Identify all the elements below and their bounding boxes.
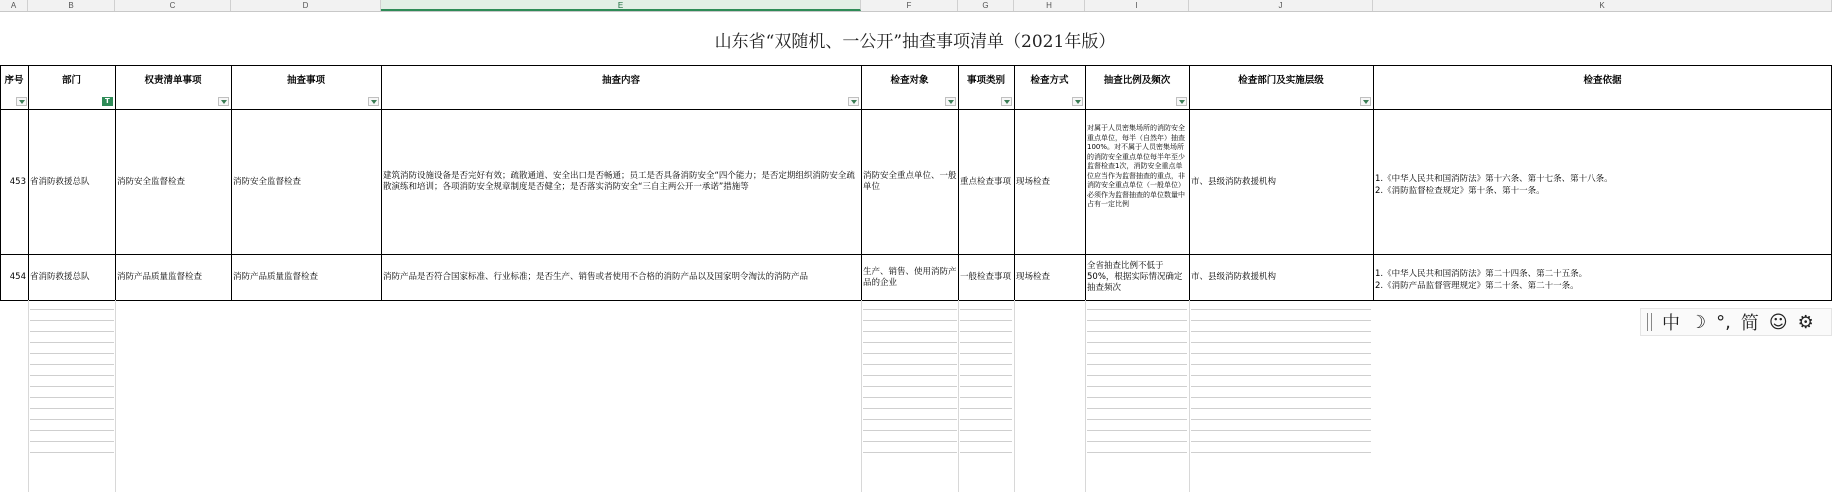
header-power-item: 权责清单事项 xyxy=(144,75,202,86)
header-basis: 检查依据 xyxy=(1583,75,1622,86)
empty-row-line xyxy=(1087,364,1187,365)
faint-col-border xyxy=(115,300,116,492)
empty-row-line xyxy=(960,375,1012,376)
empty-row-line xyxy=(960,342,1012,343)
empty-row-line xyxy=(863,375,957,376)
row-453-content[interactable]: 建筑消防设施设备是否完好有效；疏散通道、安全出口是否畅通；员工是否具备消防安全“四个能力；是否定期组织消防安全疏散演练和培训；各项消防安全规章制度是否健全；是否落实消防安全“三自主两公开一承诺”措施等 xyxy=(383,171,855,192)
column-header-c[interactable]: C xyxy=(115,0,231,11)
faint-col-border xyxy=(861,300,862,492)
row-454-category[interactable]: 一般检查事项 xyxy=(960,272,1012,282)
filter-dropdown-method[interactable] xyxy=(1072,97,1083,106)
empty-row-line xyxy=(1087,397,1187,398)
faint-col-border xyxy=(958,300,959,492)
punctuation-mode-icon[interactable]: °, xyxy=(1716,311,1731,333)
header-seq: 序号 xyxy=(4,75,24,86)
filter-dropdown-ratio[interactable] xyxy=(1176,97,1187,106)
row-454-bottom-border xyxy=(0,300,1832,301)
header-org: 检查部门及实施层级 xyxy=(1238,75,1324,86)
empty-row-line xyxy=(960,309,1012,310)
empty-row-line xyxy=(863,408,957,409)
empty-row-line xyxy=(863,397,957,398)
empty-row-line xyxy=(960,397,1012,398)
empty-row-line xyxy=(1191,364,1371,365)
header-category: 事项类别 xyxy=(966,75,1005,86)
ime-toolbar[interactable] xyxy=(1640,308,1832,336)
empty-row-line xyxy=(1191,408,1371,409)
filter-dropdown-content[interactable] xyxy=(848,97,859,106)
empty-row-line xyxy=(30,452,114,453)
empty-row-line xyxy=(863,430,957,431)
row-453-ratio[interactable]: 对属于人员密集场所的消防安全重点单位，每半（自然年）抽查100%。对不属于人员密集场所的消防安全重点单位每半年至少监督检查1次，消防安全重点单位应当作为监督抽查的重点，非消防安全重点单位（一般单位）必须作为监督抽查的单位数量中占有一定比例 xyxy=(1087,124,1185,208)
empty-row-line xyxy=(1087,386,1187,387)
empty-row-line xyxy=(30,342,114,343)
empty-row-line xyxy=(863,452,957,453)
col-border xyxy=(1373,65,1374,300)
row-454-check-item[interactable]: 消防产品质量监督检查 xyxy=(233,272,319,282)
empty-row-line xyxy=(1191,452,1371,453)
empty-row-line xyxy=(30,320,114,321)
row-453-seq[interactable]: 453 xyxy=(9,176,26,187)
col-border xyxy=(958,65,959,300)
emoji-icon[interactable]: ☺ xyxy=(1768,311,1788,333)
empty-row-line xyxy=(1087,408,1187,409)
empty-row-line xyxy=(863,386,957,387)
empty-row-line xyxy=(1087,320,1187,321)
empty-row-line xyxy=(1087,353,1187,354)
empty-row-line xyxy=(863,342,957,343)
empty-row-line xyxy=(960,320,1012,321)
row-454-dept[interactable]: 省消防救援总队 xyxy=(30,272,90,282)
row-454-method[interactable]: 现场检查 xyxy=(1016,272,1051,282)
row-454-ratio[interactable]: 全省抽查比例不低于50%，根据实际情况确定抽查频次 xyxy=(1087,261,1183,293)
empty-row-line xyxy=(1087,452,1187,453)
row-453-power-item[interactable]: 消防安全监督检查 xyxy=(117,176,186,187)
empty-row-line xyxy=(1087,375,1187,376)
header-method: 检查方式 xyxy=(1030,75,1069,86)
empty-row-line xyxy=(960,430,1012,431)
faint-col-border xyxy=(1085,300,1086,492)
empty-row-line xyxy=(960,408,1012,409)
spreadsheet-grid[interactable] xyxy=(0,11,1832,492)
col-border xyxy=(28,65,29,300)
ime-chinese-mode-icon[interactable]: 中 xyxy=(1662,313,1680,334)
row-453-check-item[interactable]: 消防安全监督检查 xyxy=(233,176,302,187)
drag-handle-icon[interactable] xyxy=(1647,313,1652,331)
empty-row-line xyxy=(30,353,114,354)
empty-row-line xyxy=(1087,331,1187,332)
empty-row-line xyxy=(1087,309,1187,310)
column-header-e[interactable]: E xyxy=(381,0,861,11)
column-header-j[interactable]: J xyxy=(1189,0,1373,11)
row-454-target[interactable]: 生产、销售、使用消防产品的企业 xyxy=(863,266,957,288)
column-header-b[interactable]: B xyxy=(28,0,115,11)
row-453-method[interactable]: 现场检查 xyxy=(1016,176,1051,187)
row-454-org[interactable]: 市、县级消防救援机构 xyxy=(1191,272,1277,282)
header-dept: 部门 xyxy=(61,75,81,86)
row-454-content[interactable]: 消防产品是否符合国家标准、行业标准；是否生产、销售或者使用不合格的消防产品以及国家明令淘汰的消防产品 xyxy=(383,272,809,282)
empty-row-line xyxy=(30,331,114,332)
col-border xyxy=(1014,65,1015,300)
empty-row-line xyxy=(960,331,1012,332)
filter-dropdown-power-item[interactable] xyxy=(218,97,229,106)
header-ratio: 抽查比例及频次 xyxy=(1103,75,1171,86)
empty-row-line xyxy=(1087,419,1187,420)
empty-row-line xyxy=(960,364,1012,365)
row-453-basis-1[interactable]: 1.《中华人民共和国消防法》第十六条、第十七条、第十八条。 xyxy=(1375,174,1613,184)
empty-row-line xyxy=(863,364,957,365)
row-453-dept[interactable]: 省消防救援总队 xyxy=(30,176,90,187)
empty-row-line xyxy=(1191,430,1371,431)
empty-row-line xyxy=(863,320,957,321)
empty-row-line xyxy=(1191,419,1371,420)
empty-row-line xyxy=(30,309,114,310)
filter-dropdown-seq[interactable] xyxy=(16,97,27,106)
empty-row-line xyxy=(863,441,957,442)
simplified-chinese-icon[interactable]: 简 xyxy=(1740,313,1759,334)
empty-row-line xyxy=(960,386,1012,387)
column-header-h[interactable]: H xyxy=(1014,0,1085,11)
empty-row-line xyxy=(960,353,1012,354)
empty-row-line xyxy=(1087,430,1187,431)
empty-row-line xyxy=(30,364,114,365)
faint-col-border xyxy=(1014,300,1015,492)
empty-row-line xyxy=(30,441,114,442)
empty-row-line xyxy=(1191,342,1371,343)
empty-row-line xyxy=(960,441,1012,442)
empty-row-line xyxy=(1191,320,1371,321)
col-border xyxy=(1189,65,1190,300)
row-454-seq[interactable]: 454 xyxy=(9,272,26,282)
faint-col-border xyxy=(28,300,29,492)
empty-row-line xyxy=(863,353,957,354)
empty-row-line xyxy=(1191,353,1371,354)
empty-row-line xyxy=(1191,309,1371,310)
moon-icon[interactable]: ☽ xyxy=(1690,311,1707,333)
empty-row-line xyxy=(1087,441,1187,442)
col-border xyxy=(0,65,1,300)
empty-row-line xyxy=(30,419,114,420)
col-border xyxy=(231,65,232,300)
column-header-i[interactable]: I xyxy=(1085,0,1189,11)
column-header-k[interactable]: K xyxy=(1373,0,1832,11)
row-453-target[interactable]: 消防安全重点单位、一般单位 xyxy=(863,171,957,192)
filter-dropdown-category[interactable] xyxy=(1001,97,1012,106)
filter-dropdown-check-item[interactable] xyxy=(368,97,379,106)
column-header-d[interactable]: D xyxy=(231,0,381,11)
empty-row-line xyxy=(30,375,114,376)
row-453-category[interactable]: 重点检查事项 xyxy=(960,176,1012,187)
col-border xyxy=(381,65,382,300)
header-check-item: 抽查事项 xyxy=(286,75,325,86)
header-content: 抽查内容 xyxy=(601,75,640,86)
column-header-g[interactable]: G xyxy=(958,0,1014,11)
row-453-basis-2[interactable]: 2.《消防监督检查规定》第十条、第十一条。 xyxy=(1375,186,1545,196)
empty-row-line xyxy=(1191,386,1371,387)
col-border xyxy=(115,65,116,300)
empty-row-line xyxy=(30,386,114,387)
filter-dropdown-org[interactable] xyxy=(1360,97,1371,106)
faint-col-border xyxy=(1189,300,1190,492)
empty-row-line xyxy=(30,430,114,431)
column-header-a[interactable]: A xyxy=(0,0,28,11)
empty-row-line xyxy=(1191,397,1371,398)
column-header-f[interactable]: F xyxy=(861,0,958,11)
sheet-title: 山东省“双随机、一公开”抽查事项清单（2021年版） xyxy=(714,32,1116,52)
empty-row-line xyxy=(863,331,957,332)
row-453-org[interactable]: 市、县级消防救援机构 xyxy=(1191,176,1277,187)
col-border xyxy=(861,65,862,300)
empty-row-line xyxy=(1191,441,1371,442)
header-target: 检查对象 xyxy=(890,75,929,86)
row-454-basis-1[interactable]: 1.《中华人民共和国消防法》第二十四条、第二十五条。 xyxy=(1375,269,1588,279)
filter-dropdown-target[interactable] xyxy=(945,97,956,106)
row-454-basis-2[interactable]: 2.《消防产品监督管理规定》第二十条、第二十一条。 xyxy=(1375,281,1579,291)
empty-row-line xyxy=(30,408,114,409)
empty-row-line xyxy=(30,397,114,398)
empty-row-line xyxy=(960,419,1012,420)
filter-active-dept[interactable] xyxy=(102,97,113,106)
gear-icon[interactable]: ⚙ xyxy=(1797,311,1814,333)
empty-row-line xyxy=(960,452,1012,453)
row-454-power-item[interactable]: 消防产品质量监督检查 xyxy=(117,272,203,282)
empty-row-line xyxy=(1191,331,1371,332)
col-border xyxy=(1085,65,1086,300)
empty-row-line xyxy=(863,419,957,420)
empty-row-line xyxy=(863,309,957,310)
empty-row-line xyxy=(1087,342,1187,343)
empty-row-line xyxy=(1191,375,1371,376)
